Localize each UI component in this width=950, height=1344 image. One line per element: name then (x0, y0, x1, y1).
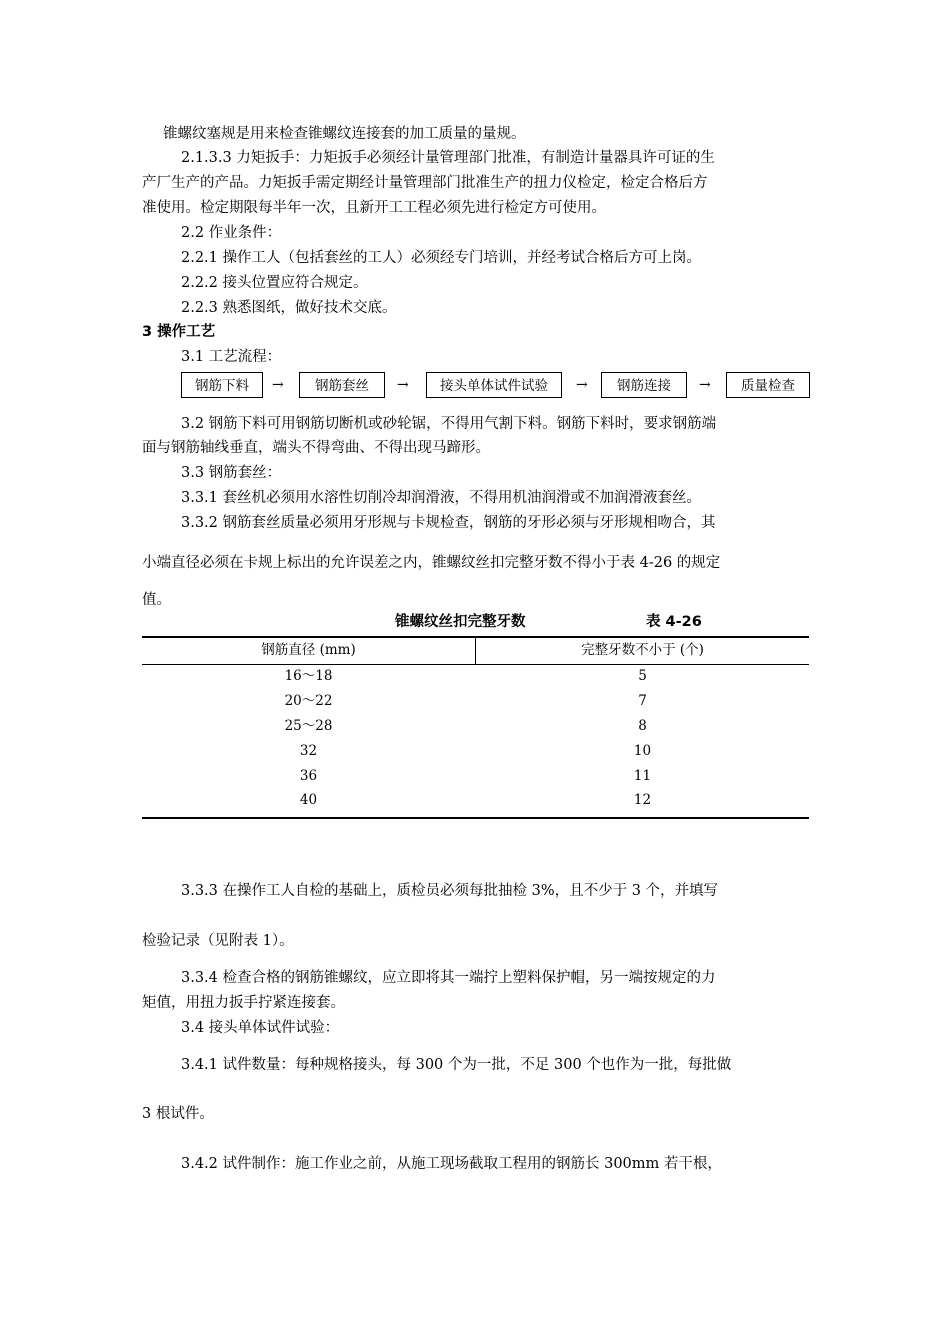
flow-arrow: → (576, 377, 588, 393)
paragraph-line: 2.2.1 操作工人（包括套丝的工人）必须经专门培训，并经考试合格后方可上岗。 (181, 250, 702, 266)
paragraph-line: 3 根试件。 (142, 1106, 214, 1122)
paragraph-line: 产厂生产的产品。力矩扳手需定期经计量管理部门批准生产的扭力仪检定，检定合格后方 (142, 175, 708, 191)
table-cell: 10 (633, 743, 652, 759)
table-number: 表 4-26 (646, 614, 702, 630)
paragraph-line: 准使用。检定期限每半年一次，且新开工工程必须先进行检定方可使用。 (142, 200, 606, 216)
table-bottom-rule (142, 817, 809, 819)
paragraph-line: 3.4.1 试件数量：每种规格接头，每 300 个为一批，不足 300 个也作为一批，每批做 (181, 1057, 732, 1073)
flow-step: 钢筋套丝 (299, 372, 385, 398)
paragraph-line: 2.2.3 熟悉图纸，做好技术交底。 (181, 300, 397, 316)
table-cell: 40 (299, 792, 318, 808)
flow-step: 钢筋下料 (181, 372, 263, 398)
paragraph-line: 矩值，用扭力扳手拧紧连接套。 (142, 995, 345, 1011)
paragraph-line: 3.3.3 在操作工人自检的基础上，质检员必须每批抽检 3%，且不少于 3 个，并填写 (181, 883, 719, 899)
table-header-rule (142, 664, 809, 665)
process-flow-chart (181, 372, 811, 402)
flow-arrow: → (699, 377, 711, 393)
section-heading: 2.2 作业条件： (181, 225, 282, 241)
table-cell: 36 (299, 768, 318, 784)
paragraph-line: 3.2 钢筋下料可用钢筋切断机或砂轮锯，不得用气割下料。钢筋下料时，要求钢筋端 (181, 416, 717, 432)
section-heading: 3.3 钢筋套丝： (181, 465, 282, 481)
table-header-cell: 钢筋直径 (mm) (261, 642, 356, 658)
section-heading: 3.1 工艺流程： (181, 349, 282, 365)
paragraph-line: 2.1.3.3 力矩扳手：力矩扳手必须经计量管理部门批准，有制造计量器具许可证的生 (181, 150, 715, 166)
paragraph-line: 3.3.2 钢筋套丝质量必须用牙形规与卡规检查，钢筋的牙形必须与牙形规相吻合，其 (181, 515, 716, 531)
table-cell: 12 (633, 792, 652, 808)
flow-step: 接头单体试件试验 (426, 372, 562, 398)
flow-step: 钢筋连接 (601, 372, 687, 398)
paragraph-line: 锥螺纹塞规是用来检查锥螺纹连接套的加工质量的量规。 (163, 126, 526, 142)
thread-count-table (142, 636, 809, 819)
table-cell: 16～18 (284, 668, 333, 684)
paragraph-line: 3.3.1 套丝机必须用水溶性切削冷却润滑液，不得用机油润滑或不加润滑液套丝。 (181, 490, 702, 506)
flow-arrow: → (397, 377, 409, 393)
flow-step: 质量检查 (726, 372, 810, 398)
table-cell: 25～28 (284, 718, 333, 734)
table-cell: 20～22 (284, 693, 333, 709)
paragraph-line: 小端直径必须在卡规上标出的允许误差之内，锥螺纹丝扣完整牙数不得小于表 4-26 的规定 (142, 555, 721, 571)
paragraph-line: 2.2.2 接头位置应符合规定。 (181, 275, 368, 291)
table-cell: 5 (638, 668, 647, 684)
section-heading: 3.4 接头单体试件试验： (181, 1020, 340, 1036)
paragraph-line: 3.3.4 检查合格的钢筋锥螺纹，应立即将其一端拧上塑料保护帽，另一端按规定的力 (181, 970, 716, 986)
flow-arrow: → (272, 377, 284, 393)
table-cell: 11 (633, 768, 652, 784)
paragraph-line: 检验记录（见附表 1）。 (142, 933, 294, 949)
table-header-cell: 完整牙数不小于 (个) (581, 642, 704, 658)
chapter-heading: 3 操作工艺 (142, 324, 216, 340)
paragraph-line: 值。 (142, 592, 171, 608)
table-cell: 32 (299, 743, 318, 759)
table-title: 锥螺纹丝扣完整牙数 (395, 614, 526, 630)
paragraph-line: 面与钢筋轴线垂直，端头不得弯曲、不得出现马蹄形。 (142, 440, 490, 456)
paragraph-line: 3.4.2 试件制作：施工作业之前，从施工现场截取工程用的钢筋长 300mm 若干根， (181, 1156, 722, 1172)
table-cell: 7 (638, 693, 647, 709)
table-cell: 8 (638, 718, 647, 734)
